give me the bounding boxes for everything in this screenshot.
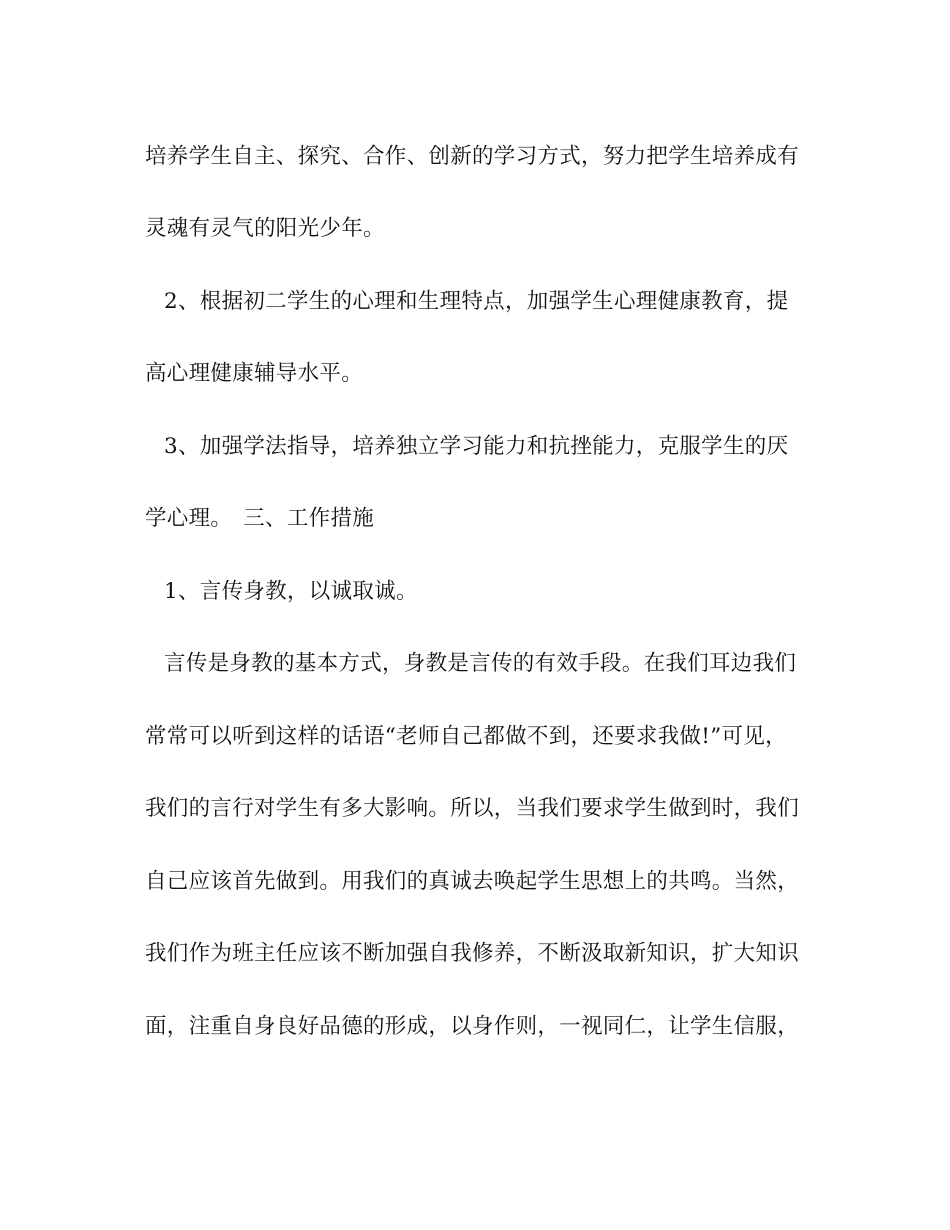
text-line: 学心理。 三、工作措施: [145, 506, 375, 531]
text-line: 高心理健康辅导水平。: [145, 361, 364, 386]
text-line: 言传是身教的基本方式，身教是言传的有效手段。在我们耳边我们: [164, 651, 797, 676]
text-line: 我们作为班主任应该不断加强自我修养，不断汲取新知识，扩大知识: [145, 941, 800, 966]
text-line: 自己应该首先做到。用我们的真诚去唤起学生思想上的共鸣。当然，: [145, 869, 800, 894]
text-line: 我们的言行对学生有多大影响。所以，当我们要求学生做到时，我们: [145, 796, 800, 821]
text-line: 1、言传身教，以诚取诚。: [164, 579, 418, 604]
text-line: 灵魂有灵气的阳光少年。: [145, 216, 385, 241]
text-line: 2、根据初二学生的心理和生理特点，加强学生心理健康教育，提: [164, 289, 789, 314]
text-line: 面，注重自身良好品德的形成，以身作则，一视同仁，让学生信服，: [145, 1014, 800, 1039]
text-line: 3、加强学法指导，培养独立学习能力和抗挫能力，克服学生的厌: [164, 434, 789, 459]
text-line: 培养学生自主、探究、合作、创新的学习方式，努力把学生培养成有: [145, 144, 800, 169]
text-line: 常常可以听到这样的话语“老师自己都做不到，还要求我做!”可见，: [145, 724, 787, 749]
